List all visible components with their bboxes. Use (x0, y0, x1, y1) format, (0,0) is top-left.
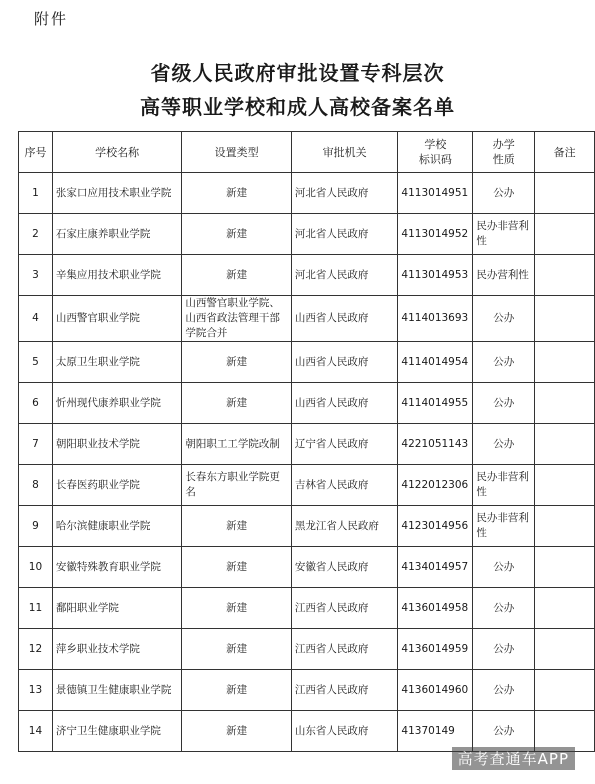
setup-type-cell: 新建 (182, 547, 292, 588)
school-registry-table (18, 131, 595, 752)
school-name-cell: 辛集应用技术职业学院 (52, 255, 181, 296)
table-row (19, 465, 595, 506)
setup-type-cell: 新建 (182, 214, 292, 255)
school-nature-cell: 民办非营利性 (473, 506, 535, 547)
col-index-header: 序号 (19, 132, 53, 173)
document-title-line-2: 高等职业学校和成人高校备案名单 (140, 95, 455, 119)
approval-authority-cell: 江西省人民政府 (291, 670, 398, 711)
row-index-cell: 11 (19, 588, 53, 629)
school-code-cell: 4113014951 (398, 173, 473, 214)
approval-authority-cell: 山东省人民政府 (291, 711, 398, 752)
row-index-cell: 6 (19, 383, 53, 424)
remark-cell (535, 296, 595, 342)
school-nature-cell: 公办 (473, 629, 535, 670)
school-name-cell: 萍乡职业技术学院 (52, 629, 181, 670)
school-name-cell: 鄱阳职业学院 (52, 588, 181, 629)
table-row (19, 670, 595, 711)
approval-authority-cell: 辽宁省人民政府 (291, 424, 398, 465)
table-row (19, 588, 595, 629)
school-name-cell: 石家庄康养职业学院 (52, 214, 181, 255)
school-code-cell: 4136014960 (398, 670, 473, 711)
col-nature-header: 办学 性质 (473, 132, 535, 173)
remark-cell (535, 711, 595, 752)
school-name-cell: 长春医药职业学院 (52, 465, 181, 506)
setup-type-cell: 新建 (182, 629, 292, 670)
row-index-cell: 14 (19, 711, 53, 752)
approval-authority-cell: 黑龙江省人民政府 (291, 506, 398, 547)
col-type-header: 设置类型 (182, 132, 292, 173)
school-nature-cell: 公办 (473, 547, 535, 588)
row-index-cell: 7 (19, 424, 53, 465)
approval-authority-cell: 山西省人民政府 (291, 383, 398, 424)
setup-type-cell: 新建 (182, 711, 292, 752)
approval-authority-cell: 安徽省人民政府 (291, 547, 398, 588)
setup-type-cell: 新建 (182, 670, 292, 711)
approval-authority-cell: 山西省人民政府 (291, 342, 398, 383)
school-name-cell: 哈尔滨健康职业学院 (52, 506, 181, 547)
table-row (19, 296, 595, 342)
school-name-cell: 太原卫生职业学院 (52, 342, 181, 383)
remark-cell (535, 214, 595, 255)
setup-type-cell: 山西警官职业学院、山西省政法管理干部学院合并 (182, 296, 292, 342)
school-code-cell: 4122012306 (398, 465, 473, 506)
remark-cell (535, 342, 595, 383)
row-index-cell: 13 (19, 670, 53, 711)
school-name-cell: 济宁卫生健康职业学院 (52, 711, 181, 752)
school-code-cell: 4113014953 (398, 255, 473, 296)
remark-cell (535, 588, 595, 629)
remark-cell (535, 670, 595, 711)
school-code-cell: 4114014955 (398, 383, 473, 424)
remark-cell (535, 629, 595, 670)
table-row (19, 214, 595, 255)
setup-type-cell: 新建 (182, 255, 292, 296)
col-code-header: 学校 标识码 (398, 132, 473, 173)
school-nature-cell: 公办 (473, 588, 535, 629)
school-nature-cell: 民办营利性 (473, 255, 535, 296)
remark-cell (535, 383, 595, 424)
approval-authority-cell: 吉林省人民政府 (291, 465, 398, 506)
attachment-label: 附件 (34, 10, 69, 28)
approval-authority-cell: 江西省人民政府 (291, 588, 398, 629)
table-body (19, 173, 595, 752)
school-code-cell: 4136014959 (398, 629, 473, 670)
school-nature-cell: 民办非营利性 (473, 214, 535, 255)
remark-cell (535, 465, 595, 506)
setup-type-cell: 新建 (182, 383, 292, 424)
approval-authority-cell: 山西省人民政府 (291, 296, 398, 342)
table-row (19, 342, 595, 383)
approval-authority-cell: 河北省人民政府 (291, 255, 398, 296)
row-index-cell: 4 (19, 296, 53, 342)
setup-type-cell: 新建 (182, 588, 292, 629)
school-code-cell: 4134014957 (398, 547, 473, 588)
setup-type-cell: 朝阳职工工学院改制 (182, 424, 292, 465)
approval-authority-cell: 江西省人民政府 (291, 629, 398, 670)
row-index-cell: 5 (19, 342, 53, 383)
school-code-cell: 4136014958 (398, 588, 473, 629)
school-nature-cell: 公办 (473, 383, 535, 424)
school-nature-cell: 公办 (473, 173, 535, 214)
school-name-cell: 山西警官职业学院 (52, 296, 181, 342)
table-header-row (19, 132, 595, 173)
school-nature-cell: 公办 (473, 711, 535, 752)
school-nature-cell: 公办 (473, 670, 535, 711)
school-name-cell: 朝阳职业技术学院 (52, 424, 181, 465)
document-title-line-1: 省级人民政府审批设置专科层次 (150, 61, 445, 85)
col-remark-header: 备注 (535, 132, 595, 173)
school-nature-cell: 民办非营利性 (473, 465, 535, 506)
school-name-cell: 景德镇卫生健康职业学院 (52, 670, 181, 711)
approval-authority-cell: 河北省人民政府 (291, 173, 398, 214)
remark-cell (535, 255, 595, 296)
remark-cell (535, 173, 595, 214)
row-index-cell: 12 (19, 629, 53, 670)
setup-type-cell: 长春东方职业学院更名 (182, 465, 292, 506)
school-code-cell: 4114013693 (398, 296, 473, 342)
school-nature-cell: 公办 (473, 342, 535, 383)
table-row (19, 383, 595, 424)
remark-cell (535, 506, 595, 547)
row-index-cell: 10 (19, 547, 53, 588)
row-index-cell: 1 (19, 173, 53, 214)
school-name-cell: 安徽特殊教育职业学院 (52, 547, 181, 588)
school-nature-cell: 公办 (473, 424, 535, 465)
school-code-cell: 41370149 (398, 711, 473, 752)
school-code-cell: 4113014952 (398, 214, 473, 255)
setup-type-cell: 新建 (182, 342, 292, 383)
row-index-cell: 2 (19, 214, 53, 255)
setup-type-cell: 新建 (182, 173, 292, 214)
table-row (19, 173, 595, 214)
row-index-cell: 9 (19, 506, 53, 547)
school-nature-cell: 公办 (473, 296, 535, 342)
table-row (19, 255, 595, 296)
school-code-cell: 4114014954 (398, 342, 473, 383)
school-name-cell: 张家口应用技术职业学院 (52, 173, 181, 214)
approval-authority-cell: 河北省人民政府 (291, 214, 398, 255)
table-row (19, 629, 595, 670)
remark-cell (535, 424, 595, 465)
setup-type-cell: 新建 (182, 506, 292, 547)
col-authority-header: 审批机关 (291, 132, 398, 173)
row-index-cell: 3 (19, 255, 53, 296)
table-row (19, 711, 595, 752)
school-code-cell: 4123014956 (398, 506, 473, 547)
table-row (19, 547, 595, 588)
watermark-text: 高考查通车APP (452, 747, 575, 770)
remark-cell (535, 547, 595, 588)
school-name-cell: 忻州现代康养职业学院 (52, 383, 181, 424)
row-index-cell: 8 (19, 465, 53, 506)
col-school-name-header: 学校名称 (52, 132, 181, 173)
school-code-cell: 4221051143 (398, 424, 473, 465)
table-row (19, 424, 595, 465)
table-row (19, 506, 595, 547)
